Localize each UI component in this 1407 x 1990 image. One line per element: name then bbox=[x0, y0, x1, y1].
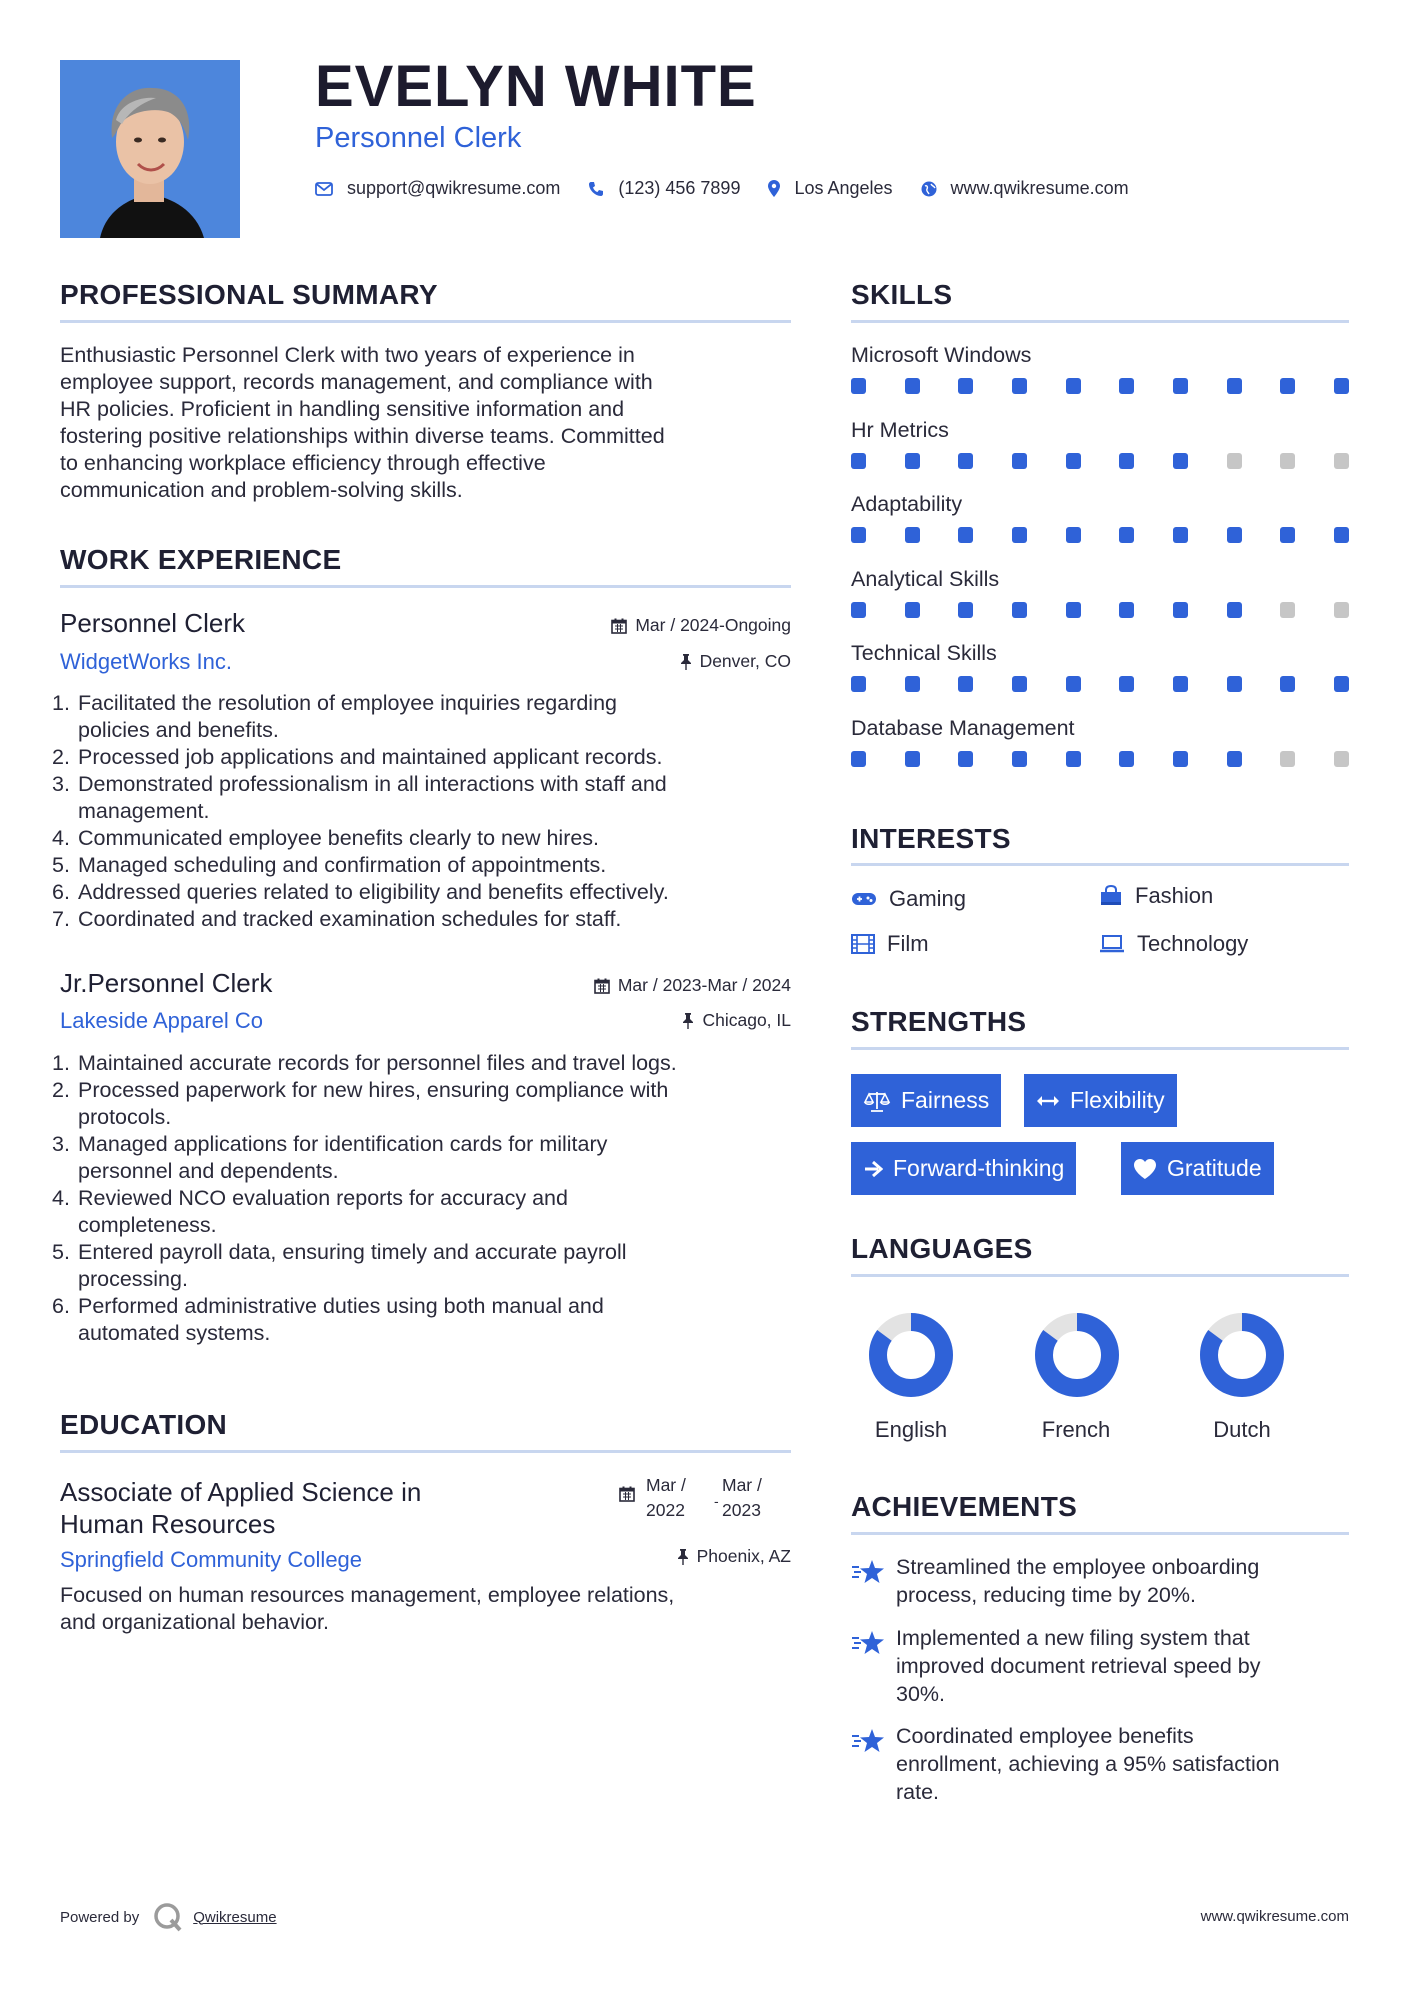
job-location-text: Denver, CO bbox=[699, 651, 791, 671]
language-ring-dutch bbox=[1209, 1322, 1275, 1388]
skill-rating bbox=[851, 378, 1349, 394]
summary-divider bbox=[60, 320, 791, 323]
summary-line: employee support, records management, and compliance with bbox=[60, 370, 653, 394]
job-date-text: Mar / 2024-Ongoing bbox=[635, 615, 791, 635]
responsibility-line: Facilitated the resolution of employee inquiries regarding bbox=[78, 691, 618, 715]
job-location bbox=[682, 1012, 791, 1030]
company-name[interactable]: WidgetWorks Inc. bbox=[60, 649, 232, 674]
contact-website[interactable] bbox=[921, 178, 1129, 199]
end-year: 2023 bbox=[722, 1500, 761, 1520]
strength-badge-fairness bbox=[851, 1074, 1001, 1127]
degree-line: Human Resources bbox=[60, 1509, 276, 1539]
location-text: Los Angeles bbox=[794, 178, 893, 198]
list-number: 1. bbox=[52, 1051, 70, 1075]
responsibility-line: automated systems. bbox=[78, 1321, 271, 1345]
education-location-text: Phoenix, AZ bbox=[696, 1546, 791, 1566]
rating-dot-filled bbox=[1334, 378, 1349, 394]
footer-powered-by bbox=[60, 1902, 277, 1932]
responsibility-line: Reviewed NCO evaluation reports for accuracy and bbox=[78, 1186, 568, 1210]
arrows-horizontal-icon bbox=[1036, 1094, 1060, 1108]
arrow-right-icon bbox=[863, 1160, 883, 1178]
rating-dot-filled bbox=[1227, 602, 1242, 618]
job-date bbox=[594, 977, 791, 995]
language-label: French bbox=[1041, 1417, 1111, 1442]
responsibility-item bbox=[52, 1050, 795, 1077]
skill-name: Analytical Skills bbox=[851, 566, 1000, 591]
achievement-line: rate. bbox=[896, 1780, 940, 1804]
job-date bbox=[611, 617, 791, 635]
achievement-line: improved document retrieval speed by bbox=[896, 1654, 1261, 1678]
achievement-item bbox=[896, 1624, 1356, 1708]
language-label: Dutch bbox=[1213, 1417, 1271, 1442]
skill-rating bbox=[851, 676, 1349, 692]
rating-dot-filled bbox=[851, 751, 866, 767]
shopping-bag-icon bbox=[1099, 885, 1123, 907]
languages-heading: LANGUAGES bbox=[851, 1233, 1033, 1264]
education-start-date bbox=[646, 1473, 686, 1523]
rating-dot-filled bbox=[851, 602, 866, 618]
responsibility-line: Processed paperwork for new hires, ensuring compliance with bbox=[78, 1078, 669, 1102]
rating-dot-filled bbox=[905, 453, 920, 469]
degree-title bbox=[60, 1476, 421, 1540]
rating-dot-filled bbox=[851, 527, 866, 543]
strength-label: Flexibility bbox=[1070, 1087, 1165, 1113]
rating-dot-empty bbox=[1334, 453, 1349, 469]
website-text: www.qwikresume.com bbox=[950, 178, 1129, 198]
list-number: 6. bbox=[52, 1294, 70, 1318]
summary-line: HR policies. Proficient in handling sensitive information and bbox=[60, 397, 625, 421]
rating-dot-filled bbox=[1119, 527, 1134, 543]
rating-dot-filled bbox=[958, 676, 973, 692]
languages-divider bbox=[851, 1274, 1349, 1277]
envelope-icon bbox=[315, 182, 333, 196]
interest-film bbox=[851, 933, 929, 955]
globe-icon bbox=[921, 181, 937, 197]
end-month: Mar / bbox=[722, 1475, 762, 1495]
responsibility-item bbox=[52, 690, 795, 744]
responsibility-line: Managed applications for identification cards for military bbox=[78, 1132, 608, 1156]
interest-label: Film bbox=[887, 931, 929, 956]
calendar-icon bbox=[594, 978, 610, 994]
strength-badge-forward-thinking bbox=[851, 1142, 1076, 1195]
rating-dot-filled bbox=[1227, 378, 1242, 394]
rating-dot-filled bbox=[1066, 378, 1081, 394]
rating-dot-filled bbox=[1227, 527, 1242, 543]
pushpin-icon bbox=[680, 654, 692, 670]
skill-rating bbox=[851, 751, 1349, 767]
list-number: 5. bbox=[52, 853, 70, 877]
job-date-text: Mar / 2023-Mar / 2024 bbox=[617, 975, 791, 995]
rating-dot-filled bbox=[1012, 378, 1027, 394]
heart-icon bbox=[1133, 1158, 1157, 1180]
strength-badge-gratitude bbox=[1121, 1142, 1274, 1195]
job-responsibilities bbox=[52, 1050, 795, 1347]
summary-line: Enthusiastic Personnel Clerk with two years of experience in bbox=[60, 343, 635, 367]
responsibility-line: protocols. bbox=[78, 1105, 172, 1129]
responsibility-item bbox=[52, 744, 795, 771]
responsibility-item bbox=[52, 825, 795, 852]
achievement-item bbox=[896, 1722, 1356, 1806]
rating-dot-filled bbox=[1173, 602, 1188, 618]
achievement-line: Coordinated employee benefits bbox=[896, 1724, 1194, 1748]
skill-name: Microsoft Windows bbox=[851, 343, 1032, 367]
rating-dot-filled bbox=[851, 378, 866, 394]
language-proficiency-rings bbox=[851, 1300, 1349, 1410]
rating-dot-filled bbox=[905, 751, 920, 767]
start-year: 2022 bbox=[646, 1500, 685, 1520]
list-number: 3. bbox=[52, 772, 70, 796]
summary-line: fostering positive relationships within diverse teams. Committed bbox=[60, 424, 665, 448]
strength-badge-flexibility bbox=[1024, 1074, 1177, 1127]
strengths-heading: STRENGTHS bbox=[851, 1006, 1027, 1037]
rating-dot-filled bbox=[905, 527, 920, 543]
rating-dot-empty bbox=[1280, 453, 1295, 469]
rating-dot-filled bbox=[958, 602, 973, 618]
rating-dot-filled bbox=[1119, 751, 1134, 767]
education-heading: EDUCATION bbox=[60, 1409, 228, 1440]
start-month: Mar / bbox=[646, 1475, 686, 1495]
pushpin-icon bbox=[682, 1013, 694, 1029]
interests-heading: INTERESTS bbox=[851, 823, 1011, 854]
responsibility-item bbox=[52, 852, 795, 879]
language-ring-english bbox=[878, 1322, 944, 1388]
summary-heading: PROFESSIONAL SUMMARY bbox=[60, 279, 438, 310]
list-number: 5. bbox=[52, 1240, 70, 1264]
achievement-line: Implemented a new filing system that bbox=[896, 1626, 1250, 1650]
pushpin-icon bbox=[677, 1549, 689, 1565]
rating-dot-filled bbox=[958, 453, 973, 469]
school-name[interactable]: Springfield Community College bbox=[60, 1547, 363, 1572]
star-achievement-icon bbox=[851, 1559, 885, 1590]
strength-label: Forward-thinking bbox=[893, 1155, 1065, 1181]
rating-dot-filled bbox=[1173, 378, 1188, 394]
strength-label: Gratitude bbox=[1167, 1155, 1262, 1181]
profile-photo bbox=[60, 60, 240, 238]
qwikresume-logo-icon bbox=[153, 1902, 183, 1932]
rating-dot-filled bbox=[905, 378, 920, 394]
list-number: 2. bbox=[52, 1078, 70, 1102]
rating-dot-filled bbox=[958, 751, 973, 767]
interest-gaming bbox=[851, 888, 966, 910]
achievement-line: 30%. bbox=[896, 1682, 946, 1706]
language-ring-french bbox=[1044, 1322, 1110, 1388]
film-icon bbox=[851, 934, 875, 954]
skill-name: Technical Skills bbox=[851, 641, 997, 665]
responsibility-item bbox=[52, 1131, 795, 1185]
interest-technology bbox=[1099, 933, 1248, 955]
responsibility-line: completeness. bbox=[78, 1213, 217, 1237]
rating-dot-filled bbox=[1119, 676, 1134, 692]
list-number: 2. bbox=[52, 745, 70, 769]
responsibility-line: Addressed queries related to eligibility and benefits effectively. bbox=[78, 880, 669, 904]
responsibility-item bbox=[52, 879, 795, 906]
star-achievement-icon bbox=[851, 1728, 885, 1759]
summary-line: communication and problem-solving skills. bbox=[60, 478, 463, 502]
responsibility-line: Communicated employee benefits clearly to new hires. bbox=[78, 826, 600, 850]
achievement-item bbox=[896, 1553, 1356, 1609]
responsibility-line: Coordinated and tracked examination schedules for staff. bbox=[78, 907, 622, 931]
list-number: 4. bbox=[52, 1186, 70, 1210]
responsibility-line: policies and benefits. bbox=[78, 718, 279, 742]
job-responsibilities bbox=[52, 690, 795, 933]
gamepad-icon bbox=[851, 891, 877, 907]
rating-dot-empty bbox=[1227, 453, 1242, 469]
list-number: 3. bbox=[52, 1132, 70, 1156]
skill-name: Hr Metrics bbox=[851, 417, 949, 442]
email-text: support@qwikresume.com bbox=[347, 178, 561, 198]
date-separator: - bbox=[714, 1493, 719, 1509]
map-marker-icon bbox=[768, 180, 780, 197]
list-number: 1. bbox=[52, 691, 70, 715]
education-location bbox=[677, 1548, 791, 1566]
brand-link[interactable]: Qwikresume bbox=[193, 1908, 277, 1926]
job-location bbox=[680, 653, 791, 671]
calendar-icon bbox=[611, 618, 627, 634]
rating-dot-filled bbox=[958, 378, 973, 394]
rating-dot-filled bbox=[1173, 751, 1188, 767]
language-label: English bbox=[874, 1417, 948, 1442]
rating-dot-filled bbox=[1173, 527, 1188, 543]
responsibility-item bbox=[52, 1293, 795, 1347]
rating-dot-filled bbox=[1066, 602, 1081, 618]
laptop-icon bbox=[1099, 935, 1125, 953]
candidate-title: Personnel Clerk bbox=[315, 122, 522, 154]
rating-dot-filled bbox=[1334, 527, 1349, 543]
phone-icon bbox=[588, 181, 604, 197]
powered-by-text: Powered by bbox=[60, 1908, 140, 1926]
skill-rating bbox=[851, 527, 1349, 543]
rating-dot-filled bbox=[1334, 676, 1349, 692]
achievement-line: process, reducing time by 20%. bbox=[896, 1583, 1196, 1607]
responsibility-line: Managed scheduling and confirmation of appointments. bbox=[78, 853, 607, 877]
rating-dot-empty bbox=[1280, 751, 1295, 767]
strengths-divider bbox=[851, 1047, 1349, 1050]
education-divider bbox=[60, 1450, 791, 1453]
education-description bbox=[60, 1582, 795, 1636]
achievements-heading: ACHIEVEMENTS bbox=[851, 1491, 1078, 1522]
rating-dot-filled bbox=[1012, 527, 1027, 543]
skill-name: Database Management bbox=[851, 715, 1075, 740]
footer-website[interactable]: www.qwikresume.com bbox=[1200, 1908, 1349, 1925]
rating-dot-filled bbox=[905, 602, 920, 618]
skill-rating bbox=[851, 453, 1349, 469]
rating-dot-filled bbox=[1280, 527, 1295, 543]
list-number: 6. bbox=[52, 880, 70, 904]
rating-dot-empty bbox=[1280, 602, 1295, 618]
balance-scale-icon bbox=[863, 1090, 891, 1112]
strength-label: Fairness bbox=[901, 1087, 990, 1113]
description-line: Focused on human resources management, employee relations, bbox=[60, 1583, 675, 1607]
achievement-line: enrollment, achieving a 95% satisfaction bbox=[896, 1752, 1280, 1776]
description-line: and organizational behavior. bbox=[60, 1610, 329, 1634]
rating-dot-filled bbox=[851, 453, 866, 469]
achievement-line: Streamlined the employee onboarding bbox=[896, 1555, 1260, 1579]
rating-dot-filled bbox=[1066, 676, 1081, 692]
contact-bar bbox=[315, 178, 1157, 199]
responsibility-item bbox=[52, 771, 795, 825]
list-number: 4. bbox=[52, 826, 70, 850]
star-achievement-icon bbox=[851, 1630, 885, 1661]
rating-dot-filled bbox=[1066, 751, 1081, 767]
interest-fashion bbox=[1099, 885, 1213, 907]
achievements-divider bbox=[851, 1532, 1349, 1535]
calendar-icon bbox=[619, 1486, 635, 1507]
rating-dot-filled bbox=[905, 676, 920, 692]
rating-dot-filled bbox=[1012, 676, 1027, 692]
rating-dot-filled bbox=[1280, 676, 1295, 692]
responsibility-item bbox=[52, 1077, 795, 1131]
responsibility-line: processing. bbox=[78, 1267, 188, 1291]
rating-dot-empty bbox=[1334, 751, 1349, 767]
interest-label: Technology bbox=[1137, 931, 1249, 956]
skill-rating bbox=[851, 602, 1349, 618]
contact-location bbox=[768, 178, 892, 199]
job-location-text: Chicago, IL bbox=[702, 1010, 791, 1030]
rating-dot-empty bbox=[1334, 602, 1349, 618]
rating-dot-filled bbox=[1119, 453, 1134, 469]
rating-dot-filled bbox=[1012, 751, 1027, 767]
skill-name: Adaptability bbox=[851, 492, 963, 516]
summary-line: to enhancing workplace efficiency through effective bbox=[60, 451, 546, 475]
candidate-name: EVELYN WHITE bbox=[315, 54, 757, 119]
responsibility-line: Processed job applications and maintained applicant records. bbox=[78, 745, 663, 769]
skills-divider bbox=[851, 320, 1349, 323]
experience-heading: WORK EXPERIENCE bbox=[60, 544, 342, 575]
responsibility-item bbox=[52, 906, 795, 933]
company-name[interactable]: Lakeside Apparel Co bbox=[60, 1008, 264, 1033]
rating-dot-filled bbox=[1119, 602, 1134, 618]
education-end-date bbox=[722, 1473, 762, 1523]
contact-phone[interactable] bbox=[588, 178, 740, 199]
responsibility-line: Entered payroll data, ensuring timely and accurate payroll bbox=[78, 1240, 627, 1264]
interest-label: Gaming bbox=[889, 886, 967, 911]
rating-dot-filled bbox=[1227, 751, 1242, 767]
responsibility-line: personnel and dependents. bbox=[78, 1159, 339, 1183]
phone-text: (123) 456 7899 bbox=[618, 178, 741, 198]
list-number: 7. bbox=[52, 907, 70, 931]
rating-dot-filled bbox=[1012, 602, 1027, 618]
contact-email[interactable] bbox=[315, 178, 560, 199]
rating-dot-filled bbox=[1119, 378, 1134, 394]
responsibility-item bbox=[52, 1185, 795, 1239]
job-title: Personnel Clerk bbox=[60, 608, 245, 638]
rating-dot-filled bbox=[1227, 676, 1242, 692]
rating-dot-filled bbox=[851, 676, 866, 692]
responsibility-line: Maintained accurate records for personnel files and travel logs. bbox=[78, 1051, 677, 1075]
rating-dot-filled bbox=[958, 527, 973, 543]
responsibility-line: management. bbox=[78, 799, 210, 823]
rating-dot-filled bbox=[1280, 378, 1295, 394]
job-title: Jr.Personnel Clerk bbox=[60, 968, 273, 998]
rating-dot-filled bbox=[1173, 453, 1188, 469]
experience-divider bbox=[60, 585, 791, 588]
rating-dot-filled bbox=[1066, 453, 1081, 469]
summary-text bbox=[60, 342, 795, 504]
interest-label: Fashion bbox=[1135, 883, 1214, 908]
skills-heading: SKILLS bbox=[851, 279, 953, 310]
responsibility-item bbox=[52, 1239, 795, 1293]
degree-line: Associate of Applied Science in bbox=[60, 1477, 422, 1507]
rating-dot-filled bbox=[1066, 527, 1081, 543]
rating-dot-filled bbox=[1173, 676, 1188, 692]
responsibility-line: Demonstrated professionalism in all interactions with staff and bbox=[78, 772, 667, 796]
interests-divider bbox=[851, 863, 1349, 866]
responsibility-line: Performed administrative duties using both manual and bbox=[78, 1294, 604, 1318]
rating-dot-filled bbox=[1012, 453, 1027, 469]
